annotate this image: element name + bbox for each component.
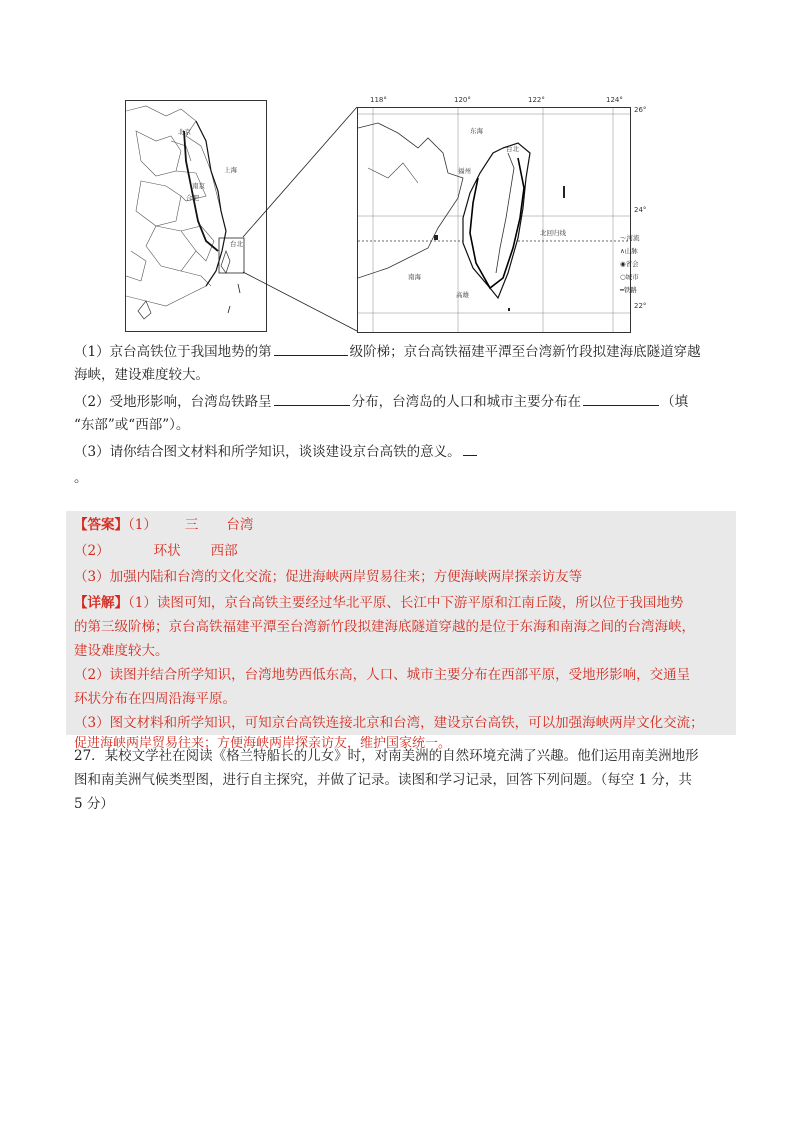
tick-22: 22°: [634, 302, 647, 310]
donghai-label: 东海: [470, 127, 483, 135]
railway-icon: ━: [620, 286, 624, 294]
q3-line2: 。: [74, 470, 88, 486]
nanhai-label: 南海: [408, 273, 421, 281]
tick-118: 118°: [370, 96, 387, 104]
legend-capital: ◉省会: [620, 260, 639, 268]
river-icon: 〜: [620, 234, 627, 242]
tick-26: 26°: [634, 106, 647, 114]
answer-line3: （3）加强内陆和台湾的文化交流；促进海峡两岸贸易往来；方便海峡两岸探亲访友等: [74, 569, 583, 585]
tick-120: 120°: [454, 96, 471, 104]
gaoxiong-label: 高雄: [456, 291, 469, 299]
q2-line2: “东部”或“西部”）。: [74, 417, 190, 433]
q3-blank[interactable]: [463, 441, 477, 456]
tick-122: 122°: [528, 96, 545, 104]
q3-line1: （3）请你结合图文材料和所学知识，谈谈建设京台高铁的意义。: [74, 441, 479, 463]
q2-blank2[interactable]: [583, 391, 659, 406]
city-icon: ○: [620, 273, 626, 281]
q1-blank1[interactable]: [274, 341, 348, 356]
detail-line1: 【详解】（1）读图可知，京台高铁主要经过华北平原、长江中下游平原和江南丘陵，所以位于我国地势: [74, 595, 684, 611]
taibei-label-small: 台北: [230, 240, 243, 248]
q27-line2: 图和南美洲气候类型图，进行自主探究，并做了记录。读图和学习记录，回答下列问题。（每空 1 分，共: [74, 772, 692, 788]
q27-line1: 27．某校文学社在阅读《格兰特船长的儿女》时，对南美洲的自然环境充满了兴趣。他们运用南美洲地形: [74, 748, 699, 764]
hefei-label: 合肥: [186, 194, 199, 202]
nanjing-label: 南京: [192, 182, 205, 190]
detail-line2: 的第三级阶梯；京台高铁福建平潭至台湾新竹段拟建海底隧道穿越的是位于东海和南海之间的台湾海峡，: [74, 619, 695, 635]
detail-line3: 建设难度较大。: [74, 643, 169, 659]
map-legend: [620, 232, 690, 297]
capital-icon: ◉: [620, 260, 626, 268]
beijing-label: 北京: [178, 128, 191, 136]
detail-line6: （3）图文材料和所学知识，可知京台高铁连接北京和台湾，建设京台高铁，可以加强海峡两岸文化交流；: [74, 715, 704, 731]
taiwan-outline: [358, 108, 630, 332]
detail-line4: （2）读图并结合所学知识，台湾地势西低东高，人口、城市主要分布在西部平原，受地形影响，交通呈: [74, 667, 691, 683]
answer-line1: 【答案】（1） 三 台湾: [74, 517, 254, 533]
q2-blank1[interactable]: [274, 391, 350, 406]
q1-line2: 海峡，建设难度较大。: [74, 367, 209, 383]
answer-line2: （2） 环状 西部: [74, 543, 238, 559]
tropic-label: 北回归线: [540, 229, 566, 237]
taibei-label: 台北: [506, 145, 519, 153]
tick-24: 24°: [634, 206, 647, 214]
detail-line5: 环状分布在四周沿海平原。: [74, 691, 236, 707]
detail-line7: 促进海峡两岸贸易往来；方便海峡两岸探亲访友，维护国家统一。: [74, 736, 452, 751]
legend-river: 〜河流: [620, 234, 640, 242]
q27-line3: 5 分）: [74, 796, 114, 812]
taiwan-map: [357, 96, 647, 333]
shanghai-label: 上海: [224, 166, 237, 174]
mountain-icon: ∧: [620, 247, 625, 255]
legend-city: ○城市: [620, 273, 639, 281]
tick-124: 124°: [606, 96, 623, 104]
legend-railway: ━铁路: [620, 286, 637, 294]
fuzhou-label: 福州: [458, 167, 471, 175]
q2-line1: （2）受地形影响，台湾岛铁路呈 分布，台湾岛的人口和城市主要分布在 （填: [74, 391, 688, 413]
legend-mountain: ∧山脉: [620, 247, 638, 255]
q1-line1: （1）京台高铁位于我国地势的第 级阶梯；京台高铁福建平潭至台湾新竹段拟建海底隧道穿越: [74, 341, 701, 363]
